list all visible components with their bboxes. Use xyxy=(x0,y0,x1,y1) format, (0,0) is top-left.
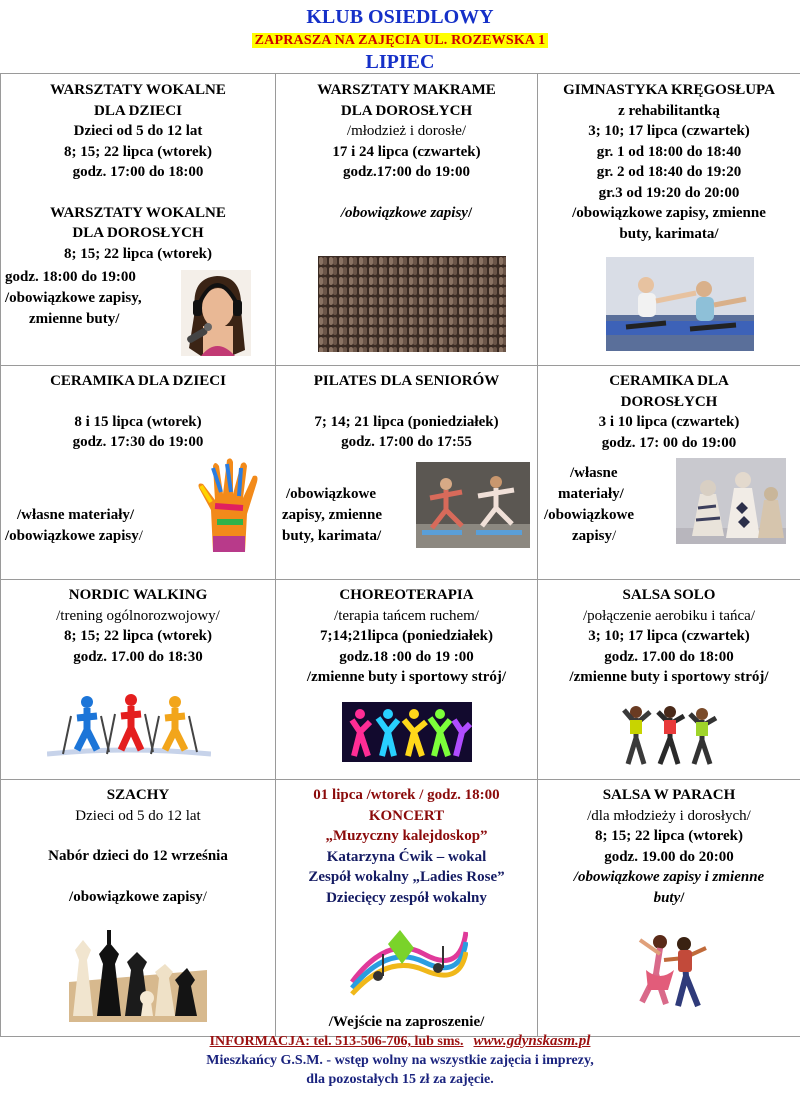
cell-chess xyxy=(1,780,276,1037)
concert-line3: „Muzyczny kalejdoskop” xyxy=(325,828,488,844)
ceramics-adults-line7: /obowiązkowe xyxy=(544,507,634,523)
music-notes-illustration xyxy=(348,924,468,996)
vocal-line9: godz. 18:00 do 19:00 xyxy=(5,269,136,285)
pilates-line5: zapisy, zmienne xyxy=(282,507,382,523)
makrame-line4: 17 i 24 lipca (czwartek) xyxy=(332,143,481,160)
invite-subtitle-text: ZAPRASZA NA ZAJĘCIA UL. ROZEWSKA 1 xyxy=(252,33,549,48)
nordic-line2: /trening ogólnorozwojowy/ xyxy=(56,607,220,624)
cell-ceramics-kids xyxy=(1,366,276,580)
poster-footer xyxy=(0,1032,800,1089)
club-title: KLUB OSIEDLOWY xyxy=(306,6,494,28)
vocal-line7: DLA DOROSŁYCH xyxy=(72,225,204,241)
concert-line2: KONCERT xyxy=(368,807,445,824)
month-title: LIPIEC xyxy=(365,51,435,73)
salsa-pairs-line4: godz. 19.00 do 20:00 xyxy=(604,848,734,865)
ceramics-adults-line8: zapisy xyxy=(572,528,613,544)
makrame-line1: WARSZTATY MAKRAME xyxy=(317,82,496,98)
dancers-illustration xyxy=(342,702,472,762)
vocal-line1: WARSZTATY WOKALNE xyxy=(50,82,226,98)
ceramics-kids-line5: /obowiązkowe zapisy xyxy=(5,528,139,544)
cell-choreo xyxy=(276,580,538,780)
pilates-line2: 7; 14; 21 lipca (poniedziałek) xyxy=(314,413,499,430)
ceramics-kids-line3: godz. 17:30 do 19:00 xyxy=(72,434,204,450)
vocal-line3: Dzieci od 5 do 12 lat xyxy=(73,123,203,139)
footer-info: INFORMACJA: tel. 513-506-706, lub sms. xyxy=(209,1034,464,1049)
singer-photo xyxy=(181,270,251,356)
concert-line6: Dziecięcy zespół wokalny xyxy=(326,889,487,906)
pilates-line1: PILATES DLA SENIORÓW xyxy=(313,373,500,389)
cell-makrame xyxy=(276,74,538,366)
ceramics-kids-line1: CERAMIKA DLA DZIECI xyxy=(50,373,226,389)
concert-line1: 01 lipca /wtorek / godz. 18:00 xyxy=(313,787,500,803)
concert-line4: Katarzyna Ćwik – wokal xyxy=(326,848,487,865)
cell-pilates xyxy=(276,366,538,580)
nordic-line3: 8; 15; 22 lipca (wtorek) xyxy=(63,628,213,644)
ceramics-adults-line2: DOROSŁYCH xyxy=(620,393,718,410)
gym-line6: gr.3 od 19:20 do 20:00 xyxy=(598,184,740,201)
pilates-photo xyxy=(416,462,530,548)
gymnastics-photo xyxy=(606,257,754,351)
footer-line3: dla pozostałych 15 zł za zajęcie. xyxy=(306,1072,494,1087)
makrame-line3: /młodzież i dorosłe/ xyxy=(346,123,467,139)
pilates-line6: buty, karimata/ xyxy=(282,528,382,544)
gym-line1: GIMNASTYKA KRĘGOSŁUPA xyxy=(563,82,775,98)
vocal-line5: godz. 17:00 do 18:00 xyxy=(72,164,204,180)
cell-ceramics-adults xyxy=(538,366,800,580)
ceramics-adults-line4: godz. 17: 00 do 19:00 xyxy=(601,434,737,451)
nordic-line1: NORDIC WALKING xyxy=(68,587,208,603)
makrame-line6-slash: / xyxy=(467,204,473,221)
ceramics-kids-line2: 8 i 15 lipca (wtorek) xyxy=(74,413,202,430)
pilates-line3: godz. 17:00 do 17:55 xyxy=(341,434,472,450)
chess-line4: /obowiązkowe zapisy xyxy=(69,888,203,905)
vocal-line10: /obowiązkowe zapisy, xyxy=(5,290,142,306)
nordic-line4: godz. 17.00 do 18:30 xyxy=(73,648,203,665)
gym-line4: gr. 1 od 18:00 do 18:40 xyxy=(596,143,742,160)
choreo-line4: godz.18 :00 do 19 :00 xyxy=(339,648,474,665)
cell-salsa-pairs xyxy=(538,780,800,1037)
cell-concert xyxy=(276,780,538,1037)
salsa-solo-line5: /zmienne buty i sportowy strój/ xyxy=(569,669,769,685)
vocal-line8: 8; 15; 22 lipca (wtorek) xyxy=(63,245,213,262)
ceramics-kids-line5-slash: / xyxy=(138,528,143,544)
concert-line5: Zespół wokalny „Ladies Rose” xyxy=(308,869,505,885)
makrame-line2: DLA DOROSŁYCH xyxy=(340,102,473,119)
chess-line1: SZACHY xyxy=(106,787,170,803)
pilates-line4: /obowiązkowe xyxy=(286,486,376,502)
painted-hand-photo xyxy=(191,456,267,552)
ceramics-figures-photo xyxy=(676,458,786,544)
cell-nordic xyxy=(1,580,276,780)
footer-website-link[interactable]: www.gdynskasm.pl xyxy=(473,1033,591,1049)
salsa-pairs-line6-slash: / xyxy=(680,889,685,906)
salsa-solo-line2: /połączenie aerobiku i tańca/ xyxy=(583,607,755,624)
invite-subtitle xyxy=(0,31,800,49)
gym-line8: buty, karimata/ xyxy=(619,225,719,242)
vocal-line6: WARSZTATY WOKALNE xyxy=(50,204,226,221)
salsa-dancers-photo xyxy=(614,702,720,766)
vocal-line4: 8; 15; 22 lipca (wtorek) xyxy=(63,143,213,160)
chess-pieces-photo xyxy=(63,920,207,1022)
choreo-line3: 7;14;21lipca (poniedziałek) xyxy=(320,628,493,644)
ceramics-adults-line8-slash: / xyxy=(612,528,617,544)
salsa-solo-line3: 3; 10; 17 lipca (czwartek) xyxy=(588,628,750,644)
cell-vocal xyxy=(1,74,276,366)
schedule-grid xyxy=(0,73,800,1037)
salsa-pairs-line3: 8; 15; 22 lipca (wtorek) xyxy=(594,828,744,844)
salsa-pairs-line5: /obowiązkowe zapisy i zmienne xyxy=(573,869,765,885)
chess-line3: Nabór dzieci do 12 września xyxy=(48,848,228,864)
vocal-line2: DLA DZIECI xyxy=(94,102,182,119)
vocal-line11: zmienne buty/ xyxy=(29,311,120,327)
gym-line2: z rehabilitantką xyxy=(618,102,720,119)
footer-line2: Mieszkańcy G.S.M. - wstęp wolny na wszystkie zajęcia i imprezy, xyxy=(206,1053,594,1068)
salsa-pairs-line1: SALSA W PARACH xyxy=(602,787,736,803)
salsa-couple-illustration xyxy=(622,930,718,1012)
nordic-walking-illustration xyxy=(47,692,211,760)
concert-line7: /Wejście na zaproszenie/ xyxy=(328,1014,485,1030)
choreo-line5: /zmienne buty i sportowy strój/ xyxy=(306,669,507,685)
salsa-pairs-line2: /dla młodzieży i dorosłych/ xyxy=(587,807,751,824)
salsa-pairs-line6: buty xyxy=(653,889,681,906)
ceramics-adults-line6: materiały/ xyxy=(558,486,624,502)
makrame-line6: /obowiązkowe zapisy xyxy=(340,204,468,221)
makrame-line5: godz.17:00 do 19:00 xyxy=(342,164,471,180)
gym-line5: gr. 2 od 18:40 do 19:20 xyxy=(596,164,742,180)
chess-line2: Dzieci od 5 do 12 lat xyxy=(75,807,201,824)
ceramics-kids-line4: /własne materiały/ xyxy=(17,507,135,523)
macrame-photo xyxy=(318,256,506,352)
ceramics-adults-line5: /własne xyxy=(570,465,618,481)
ceramics-adults-line3: 3 i 10 lipca (czwartek) xyxy=(598,414,740,430)
poster-header xyxy=(0,0,800,72)
cell-salsa-solo xyxy=(538,580,800,780)
gym-line7: /obowiązkowe zapisy, zmienne xyxy=(572,205,766,221)
choreo-line1: CHOREOTERAPIA xyxy=(339,587,474,603)
chess-line4-slash: / xyxy=(202,888,207,905)
choreo-line2: /terapia tańcem ruchem/ xyxy=(334,607,479,624)
salsa-solo-line4: godz. 17.00 do 18:00 xyxy=(604,648,734,665)
salsa-solo-line1: SALSA SOLO xyxy=(622,587,716,603)
ceramics-adults-line1: CERAMIKA DLA xyxy=(609,373,729,389)
gym-line3: 3; 10; 17 lipca (czwartek) xyxy=(588,123,750,139)
cell-gym xyxy=(538,74,800,366)
